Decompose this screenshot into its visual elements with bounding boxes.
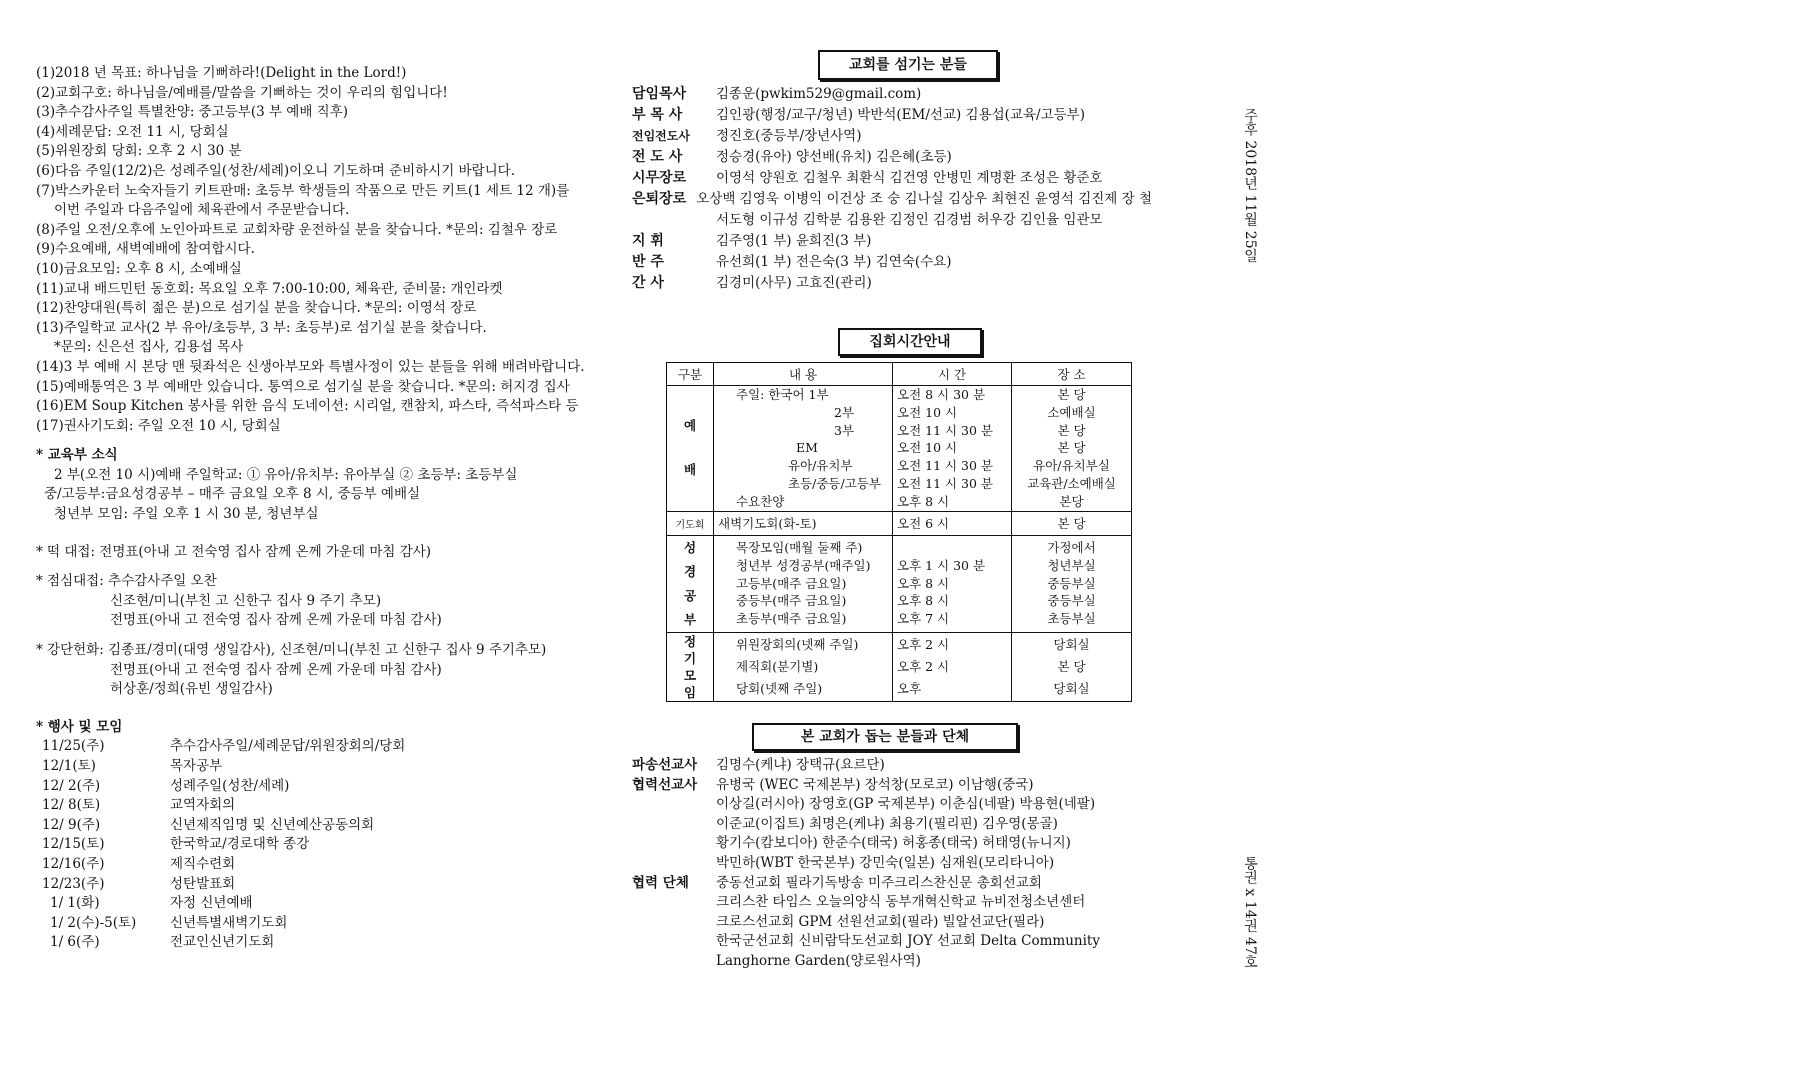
notice: (3)추수감사주일 특별찬양: 중고등부(3 부 예배 직후) [36,104,349,121]
mission-row: 협력 단체 중동선교회 필라기독방송 미주크리스찬신문 총회선교회 [632,874,1042,891]
notice: *문의: 신은선 집사, 김용섭 목사 [54,339,244,356]
notice: (5)위원장회 당회: 오후 2 시 30 분 [36,143,242,160]
lunch-line: 신조현/미니(부친 고 신한구 집사 9 주기 추모) [110,592,382,609]
event-row: 12/ 2(주) 성례주일(성찬/세례) [42,777,290,794]
staff-row: 반 주 유선희(1 부) 전은숙(3 부) 김연숙(수요) [632,254,952,270]
event-row: 12/ 9(주) 신년제직임명 및 신년예산공동의회 [42,816,375,833]
regular-time: 오후 2 시 오후 2 시 오후 [893,632,1012,701]
meeting-title: 집회시간안내 [838,328,982,356]
mission-row: Langhorne Garden(양로원사역) [716,952,921,969]
notice: (6)다음 주일(12/2)은 성례주일(성찬/세례)이오니 기도하며 준비하시기 바랍니다. [36,162,515,179]
bible-time: 오후 1 시 30 분 오후 8 시 오후 8 시 오후 7 시 [893,535,1012,632]
staff-row: 은퇴장로 오상백 김영욱 이병익 이건상 조 숭 김나실 김상우 최현진 윤영석 김진제 장 철 [632,191,1152,207]
meeting-schedule-table [666,362,1132,702]
mission-row: 한국군선교회 신비람닥도선교회 JOY 선교회 Delta Community [716,933,1100,950]
category-prayer: 기도회 [667,511,714,535]
table-header-row [667,363,1132,386]
header-place: 장 소 [1012,363,1132,386]
table-row-regular [667,632,1132,701]
bible-place: 가정에서 청년부실 중등부실 중등부실 초등부실 [1012,535,1132,632]
notice: (16)EM Soup Kitchen 봉사를 위한 음식 도네이션: 시리얼, 캔참치, 파스타, 즉석파스타 등 [36,398,579,415]
staff-row: 전임전도사 정진호(중등부/장년사역) [632,128,862,144]
altar-line: 허상훈/정희(유빈 생일감사) [110,681,273,698]
mission-row: 협력선교사 유병국 (WEC 국제본부) 장석창(모로코) 이남행(중국) [632,776,1034,793]
category-regular-meeting: 정 기 모 임 [667,632,714,701]
notice: (14)3 부 예배 시 본당 맨 뒷좌석은 신생아부모와 특별사정이 있는 분들을 위해 배려바랍니다. [36,358,585,375]
notice: (9)수요예배, 새벽예배에 참여합시다. [36,241,255,258]
notice: 이번 주일과 다음주일에 체육관에서 주문받습니다. [54,202,350,219]
bulletin-date: 주후 2018년 11월 25일 [1242,108,1258,263]
staff-row: 담임목사 김종운(pwkim529@gmail.com) [632,86,922,102]
notice: (15)예배통역은 3 부 예배만 있습니다. 통역으로 섬기실 분을 찾습니다. *문의: 허지경 집사 [36,378,570,395]
event-row: 12/1(토) 목자공부 [42,758,223,774]
notice: (4)세례문답: 오전 11 시, 당회실 [36,123,229,140]
events-section [36,718,596,953]
notice: (2)교회구호: 하나님을/예배를/말씀을 기뻐하는 것이 우리의 힘입니다! [36,84,448,101]
staff-row: 시무장로 이영석 양원호 김철우 최환식 김건영 안병민 계명환 조성은 황준호 [632,170,1103,186]
staff-row: 서도형 이규성 김학분 김용완 김정인 김경범 허우강 김인율 임관모 [716,212,1103,228]
missions-list [632,756,1152,972]
staff-row: 전 도 사 정승경(유아) 양선배(유치) 김은혜(초등) [632,149,952,165]
worship-time: 오전 8 시 30 분 오전 10 시 오전 11 시 30 분 오전 10 시 오전 11 시 30 분 오전 11 시 30 분 오후 8 시 [893,386,1012,512]
notices [36,64,596,436]
mission-row: 파송선교사 김명수(케냐) 장택규(요르단) [632,757,885,773]
event-row: 11/25(주) 추수감사주일/세례문답/위원장회의/당회 [42,738,406,755]
prayer-time: 오전 6 시 [893,511,1012,535]
notice: (7)박스카운터 노숙자들기 키트판매: 초등부 학생들의 작품으로 만든 키트(1 세트 12 개)를 [36,182,570,199]
bible-content: 목장모임(매월 둘째 주) 청년부 성경공부(매주일) 고등부(매주 금요일) 중등부(매주 금요일) 초등부(매주 금요일) [714,535,893,632]
regular-content: 위원장회의(넷째 주일) 제직회(분기별) 당회(넷째 주일) [714,632,893,701]
altar-flowers-section [36,641,596,700]
education-title: * 교육부 소식 [36,447,118,464]
regular-place: 당회실 본 당 당회실 [1012,632,1132,701]
notice: (17)권사기도회: 주일 오전 10 시, 당회실 [36,417,281,434]
altar-title: * 강단헌화: 김종표/경미(대영 생일감사), 신조현/미니(부친 고 신한구 집사 9 주기추모) [36,642,547,659]
notice: (11)교내 배드민턴 동호회: 목요일 오후 7:00-10:00, 체육관, 준비물: 개인라켓 [36,280,503,297]
event-row: 12/ 8(토) 교역자회의 [42,797,236,814]
event-row: 12/23(주) 성탄발표회 [42,875,236,892]
event-row: 1/ 1(화) 자정 신년예배 [50,895,253,912]
lunch-section [36,572,596,631]
mission-row: 이준교(이집트) 최명은(케냐) 최용기(필리핀) 김우영(몽골) [716,815,1058,832]
education-section [36,446,596,524]
category-worship: 예 배 [667,386,714,512]
staff-title: 교회를 섬기는 분들 [818,50,998,80]
category-bible-study: 성 경 공 부 [667,535,714,632]
mission-row: 크리스찬 타임스 오늘의양식 동부개혁신학교 뉴비전청소년센터 [716,894,1086,911]
altar-line: 전명표(아내 고 전숙영 집사 잠께 온께 가운데 마침 감사) [110,661,442,678]
missions-title: 본 교회가 돕는 분들과 단체 [752,723,1018,751]
notice: (12)찬양대원(특히 젊은 분)으로 섬기실 분을 찾습니다. *문의: 이영석 장로 [36,300,477,317]
table-row-worship [667,386,1132,512]
education-line: 중/고등부:금요성경공부 – 매주 금요일 오후 8 시, 중등부 예배실 [44,486,421,503]
mission-row: 박민하(WBT 한국본부) 강민숙(일본) 심재원(모리타니아) [716,854,1055,871]
table-row-prayer [667,511,1132,535]
mission-row: 황기수(캄보디아) 한준수(태국) 허홍종(태국) 허태영(뉴니지) [716,835,1071,852]
mission-row: 이상길(러시아) 장영호(GP 국제본부) 이춘심(네팔) 박용현(네팔) [716,796,1096,813]
header-content: 내 용 [714,363,893,386]
staff-row: 간 사 김경미(사무) 고효진(관리) [632,275,872,291]
staff-row: 지 휘 김주영(1 부) 윤희진(3 부) [632,233,872,249]
notice: (13)주일학교 교사(2 부 유아/초등부, 3 부: 초등부)로 섬기실 분을 찾습니다. [36,319,487,336]
worship-content: 주일: 한국어 1부 2부 3부 EM 유아/유치부 초등/중등/고등부 수요찬양 [714,386,893,512]
event-row: 1/ 2(수)-5(토) 신년특별새벽기도회 [50,914,288,931]
event-row: 12/15(토) 한국학교/경로대학 종강 [42,836,310,853]
notice: (1)2018 년 목표: 하나님을 기뻐하라!(Delight in the Lord!) [36,65,407,81]
prayer-place: 본 당 [1012,511,1132,535]
education-line: 2 부(오전 10 시)예배 주일학교: ① 유아/유치부: 유아부실 ② 초등부: 초등부실 [54,466,518,483]
table-row-bible-study [667,535,1132,632]
bulletin-issue: 통권 x 14권 47호 [1242,856,1258,969]
header-time: 시 간 [893,363,1012,386]
rice-cake-offering: * 떡 대접: 전명표(아내 고 전숙영 집사 잠께 온께 가운데 마침 감사) [36,543,432,560]
notice: (8)주일 오전/오후에 노인아파트로 교회차량 운전하실 분을 찾습니다. *문의: 김철우 장로 [36,221,558,238]
staff-list [632,84,1152,294]
events-title: * 행사 및 모임 [36,718,123,735]
staff-row: 부 목 사 김인광(행정/교구/청년) 박반석(EM/선교) 김용섭(교육/고등부) [632,107,1085,123]
event-row: 1/ 6(주) 전교인신년기도회 [50,934,275,951]
mission-row: 크로스선교회 GPM 선원선교회(필라) 빌알선교단(필라) [716,913,1045,930]
prayer-content: 새벽기도회(화-토) [714,511,893,535]
left-column [36,64,596,953]
lunch-line: 전명표(아내 고 전숙영 집사 잠께 온께 가운데 마침 감사) [110,612,442,629]
event-row: 12/16(주) 제직수련회 [42,855,236,872]
header-category: 구분 [667,363,714,386]
education-line: 청년부 모임: 주일 오후 1 시 30 분, 청년부실 [54,506,319,523]
notice: (10)금요모임: 오후 8 시, 소예배실 [36,260,242,277]
worship-place: 본 당 소예배실 본 당 본 당 유아/유치부실 교육관/소예배실 본당 [1012,386,1132,512]
lunch-title: * 점심대접: 추수감사주일 오찬 [36,573,217,590]
